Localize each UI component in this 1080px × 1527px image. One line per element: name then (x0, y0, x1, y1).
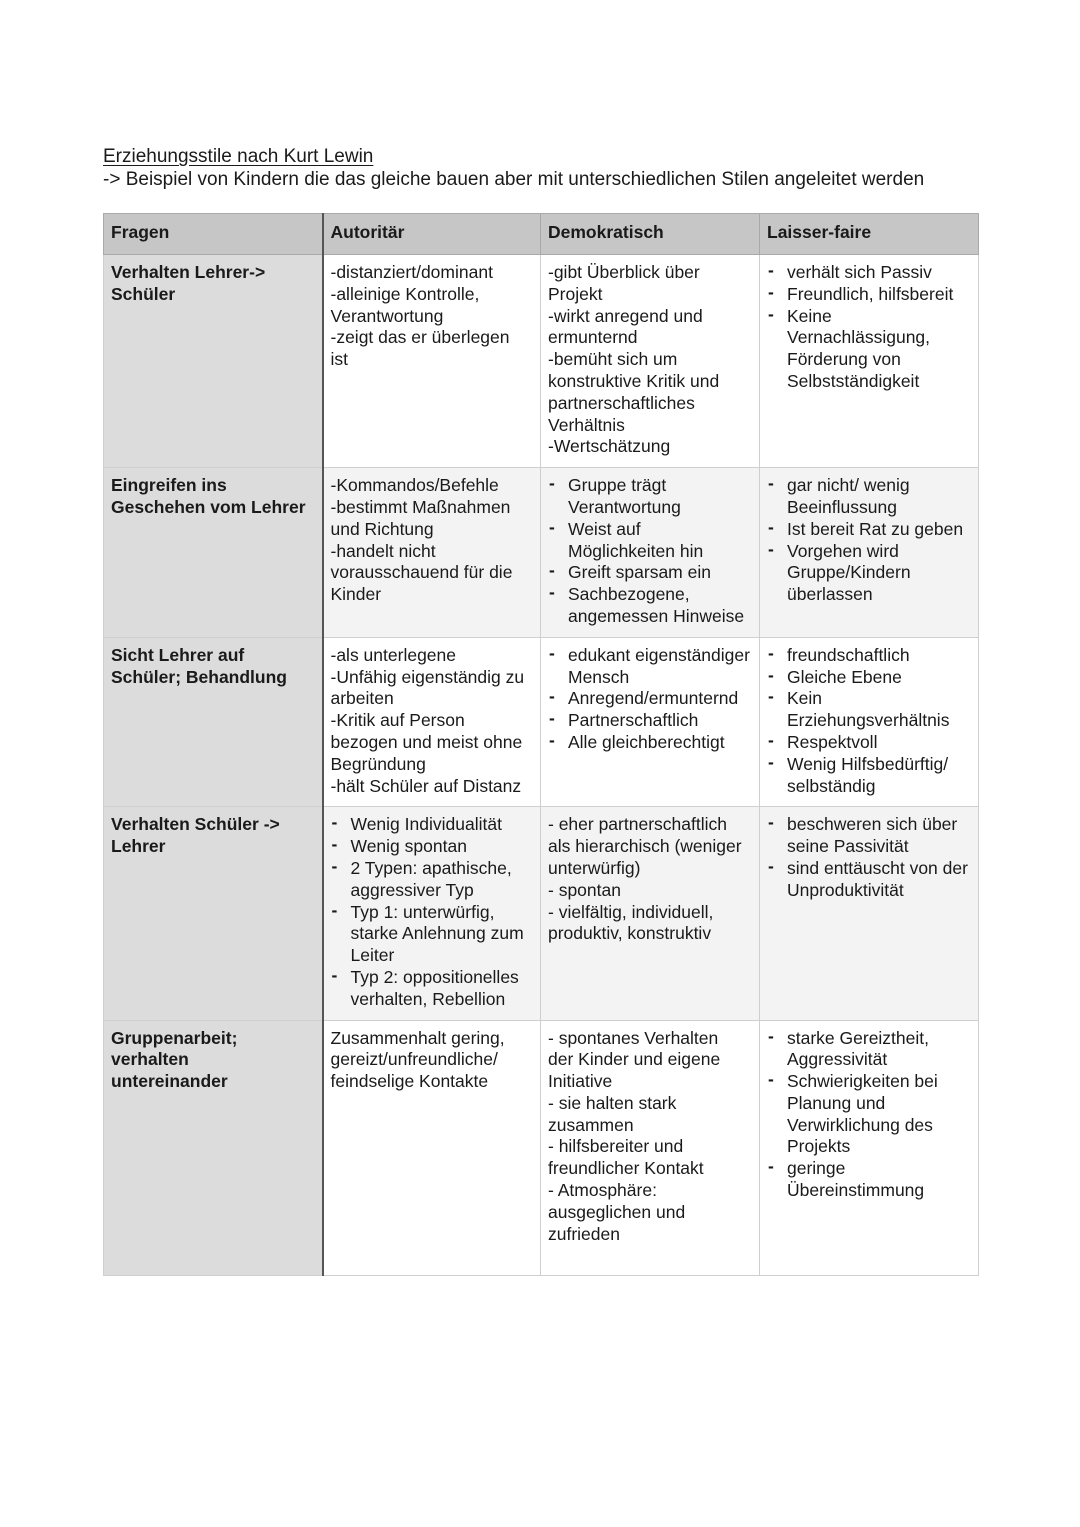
cell-demokratisch (541, 1020, 760, 1275)
cell-line: Eingreifen ins (111, 475, 227, 496)
cell-line: -Unfähig eigenständig zu (330, 666, 525, 687)
cell-line: -als unterlegene (330, 644, 456, 665)
cell-laisser-faire (760, 468, 979, 638)
cell-line: bezogen und meist ohne (330, 731, 523, 752)
bullet-list (548, 475, 752, 628)
bullet-list (767, 262, 971, 393)
bullet-list (548, 645, 752, 754)
cell-line: -handelt nicht (330, 540, 436, 561)
list-item: - Freundlich, hilfsbereit (767, 284, 971, 306)
list-item: - gar nicht/ wenig Beeinflussung (767, 475, 971, 519)
cell-autoritaer (323, 255, 541, 468)
cell-line: - hilfsbereiter und (548, 1136, 684, 1157)
list-item: - Schwierigkeiten bei Planung und Verwirklichung des Projekts (767, 1071, 971, 1158)
list-item: - geringe Übereinstimmung (767, 1158, 971, 1202)
table-row (104, 468, 979, 638)
cell-line: -zeigt das er überlegen (330, 327, 510, 348)
cell-line: verhalten (111, 1049, 189, 1070)
cell-line: Gruppenarbeit; (111, 1027, 238, 1048)
cell-line: - eher partnerschaftlich (548, 814, 727, 835)
list-item: - starke Gereiztheit, Aggressivität (767, 1028, 971, 1072)
cell-line: -Wertschätzung (548, 436, 671, 457)
list-item: - freundschaftlich (767, 645, 971, 667)
cell-autoritaer (323, 468, 541, 638)
column-header-autoritaer: Autoritär (323, 214, 541, 255)
list-item: - 2 Typen: apathische, aggressiver Typ (331, 858, 534, 902)
cell-line: -Kritik auf Person (330, 710, 465, 731)
list-item: - Kein Erziehungsverhältnis (767, 688, 971, 732)
table-header-row (104, 214, 979, 255)
cell-autoritaer (323, 1020, 541, 1275)
cell-line: partnerschaftliches (548, 392, 695, 413)
cell-autoritaer (323, 637, 541, 807)
document-header (103, 145, 1003, 191)
cell-laisser-faire (760, 637, 979, 807)
cell-line: - sie halten stark (548, 1092, 677, 1113)
list-item: - Keine Vernachlässigung, Förderung von Selbstständigkeit (767, 306, 971, 393)
cell-line: als hierarchisch (weniger (548, 836, 742, 857)
cell-line: gereizt/unfreundliche/ (330, 1049, 498, 1070)
cell-laisser-faire (760, 807, 979, 1020)
cell-laisser-faire (760, 255, 979, 468)
list-item: - Wenig spontan (331, 836, 534, 858)
bullet-list (767, 1028, 971, 1202)
list-item: - Greift sparsam ein (548, 562, 752, 584)
cell-line: Projekt (548, 283, 603, 304)
cell-line: der Kinder und eigene (548, 1049, 721, 1070)
table-row (104, 255, 979, 468)
education-styles-table (103, 213, 979, 1276)
cell-line: Kinder (330, 584, 382, 605)
cell-line: untereinander (111, 1071, 228, 1092)
cell-demokratisch (541, 255, 760, 468)
bullet-list (767, 645, 971, 798)
cell-line: ist (330, 349, 348, 370)
cell-line: -bestimmt Maßnahmen (330, 496, 511, 517)
cell-line: und Richtung (330, 518, 434, 539)
list-item: - Alle gleichberechtigt (548, 732, 752, 754)
list-item: - edukant eigenständiger Mensch (548, 645, 752, 689)
list-item: - Weist auf Möglichkeiten hin (548, 519, 752, 563)
cell-line: Initiative (548, 1071, 613, 1092)
row-question (104, 807, 323, 1020)
cell-line: Verhalten Schüler -> (111, 814, 280, 835)
cell-line: Verhalten Lehrer-> (111, 262, 266, 282)
table-row (104, 807, 979, 1020)
cell-line: freundlicher Kontakt (548, 1158, 704, 1179)
cell-line: -bemüht sich um (548, 349, 678, 370)
list-item: - Vorgehen wird Gruppe/Kindern überlassen (767, 541, 971, 606)
list-item: - sind enttäuscht von der Unproduktivität (767, 858, 971, 902)
list-item: - Gruppe trägt Verantwortung (548, 475, 752, 519)
cell-line: ermunternd (548, 327, 638, 348)
document-subtitle: -> Beispiel von Kindern die das gleiche bauen aber mit unterschiedlichen Stilen angeleitet werden (103, 169, 925, 190)
cell-demokratisch (541, 468, 760, 638)
cell-line: produktiv, konstruktiv (548, 923, 712, 944)
cell-demokratisch (541, 807, 760, 1020)
cell-line: Begründung (330, 753, 426, 774)
cell-line: Verhältnis (548, 414, 625, 435)
list-item: - Wenig Hilfsbedürftig/ selbständig (767, 754, 971, 798)
cell-line: feindselige Kontakte (330, 1071, 489, 1092)
cell-line: Sicht Lehrer auf (111, 644, 245, 665)
cell-line: -Kommandos/Befehle (330, 475, 499, 496)
list-item: - Ist bereit Rat zu geben (767, 519, 971, 541)
cell-line: - spontan (548, 879, 621, 900)
list-item: - Partnerschaftlich (548, 710, 752, 732)
cell-line: -gibt Überblick über (548, 262, 700, 282)
bullet-list (767, 475, 971, 606)
cell-line: Verantwortung (330, 305, 444, 326)
column-header-laisser-faire: Laisser-faire (760, 214, 979, 255)
column-header-fragen: Fragen (104, 214, 323, 255)
cell-line: Geschehen vom Lehrer (111, 496, 306, 517)
cell-line: - vielfältig, individuell, (548, 901, 714, 922)
list-item: - Typ 2: oppositionelles verhalten, Rebellion (331, 967, 534, 1011)
list-item: - Gleiche Ebene (767, 667, 971, 689)
cell-line: zufrieden (548, 1223, 620, 1244)
column-header-demokratisch: Demokratisch (541, 214, 760, 255)
bullet-list (331, 814, 534, 1010)
cell-line: -distanziert/dominant (330, 262, 493, 282)
list-item: - Wenig Individualität (331, 814, 534, 836)
cell-demokratisch (541, 637, 760, 807)
cell-line: Schüler (111, 283, 176, 304)
cell-line: -wirkt anregend und (548, 305, 703, 326)
cell-line: unterwürfig) (548, 857, 641, 878)
row-question (104, 1020, 323, 1275)
cell-line: vorausschauend für die (330, 562, 513, 583)
row-question (104, 255, 323, 468)
bullet-list (767, 814, 971, 901)
list-item: - verhält sich Passiv (767, 262, 971, 284)
cell-line: konstruktive Kritik und (548, 370, 720, 391)
cell-line: -alleinige Kontrolle, (330, 283, 480, 304)
cell-line: - spontanes Verhalten (548, 1027, 719, 1048)
list-item: - Respektvoll (767, 732, 971, 754)
cell-line: -hält Schüler auf Distanz (330, 775, 522, 796)
cell-laisser-faire (760, 1020, 979, 1275)
cell-line: ausgeglichen und (548, 1201, 686, 1222)
cell-line: Lehrer (111, 836, 166, 857)
list-item: - Sachbezogene, angemessen Hinweise (548, 584, 752, 628)
cell-line: Schüler; Behandlung (111, 666, 287, 687)
cell-line: zusammen (548, 1114, 634, 1135)
document-title: Erziehungsstile nach Kurt Lewin (103, 146, 374, 167)
list-item: - beschweren sich über seine Passivität (767, 814, 971, 858)
row-question (104, 468, 323, 638)
list-item: - Typ 1: unterwürfig, starke Anlehnung zum Leiter (331, 902, 534, 967)
cell-line: arbeiten (330, 688, 394, 709)
cell-line: - Atmosphäre: (548, 1180, 657, 1201)
cell-autoritaer (323, 807, 541, 1020)
table-row (104, 1020, 979, 1275)
list-item: - Anregend/ermunternd (548, 688, 752, 710)
row-question (104, 637, 323, 807)
cell-line: Zusammenhalt gering, (330, 1027, 505, 1048)
table-row (104, 637, 979, 807)
